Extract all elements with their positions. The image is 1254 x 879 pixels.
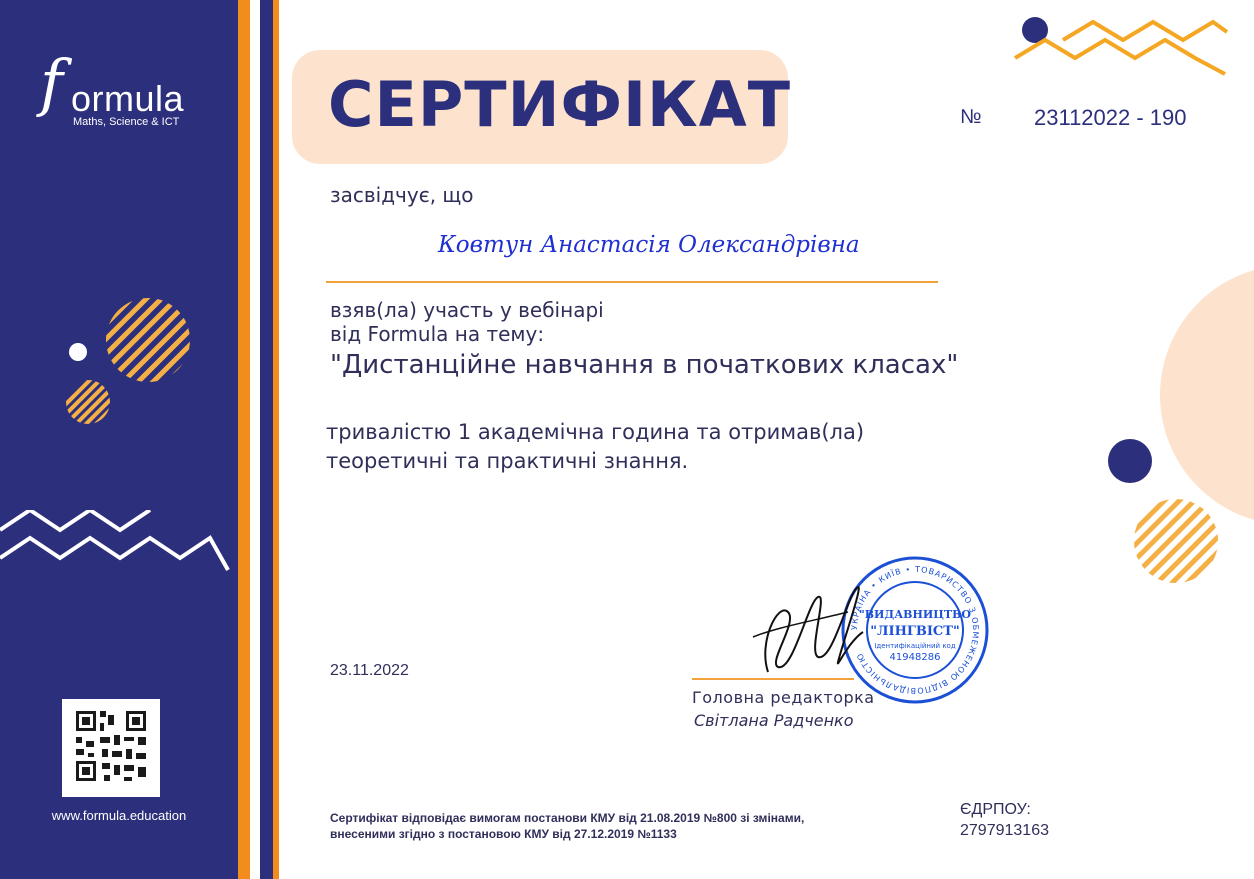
logo-tagline: Maths, Science & ICT (73, 116, 180, 128)
edrpou-label: ЄДРПОУ: (960, 801, 1031, 818)
zigzag-icon (1005, 14, 1230, 80)
duration-line-2: теоретичні та практичні знання. (326, 449, 689, 473)
certificate-title: СЕРТИФІКАТ (328, 68, 791, 141)
participation-line-2: від Formula на тему: (330, 322, 545, 346)
formula-logo (40, 46, 200, 138)
decorative-stripe (250, 0, 260, 879)
issue-date: 23.11.2022 (330, 662, 409, 679)
editor-name: Світлана Радченко (694, 711, 854, 730)
recipient-name: Ковтун Анастасія Олександрівна (438, 232, 860, 258)
stamp-line-3: Ідентифікаційний код (874, 642, 956, 650)
website-link[interactable]: www.formula.education (51, 808, 187, 823)
legal-line-1: Сертифікат відповідає вимогам постанови КМУ від 21.08.2019 №800 зі змінами, (330, 811, 805, 825)
decorative-shapes (1100, 245, 1254, 595)
certificate-number: 23112022 - 190 (1034, 105, 1187, 130)
legal-note (330, 810, 804, 842)
stamp-ring-text: УКРАЇНА • КИЇВ • ТОВАРИСТВО З ОБМЕЖЕНОЮ ВІДПОВІДАЛЬНІСТЮ (849, 564, 981, 696)
striped-circle-icon (60, 290, 200, 430)
participation-line-1: взяв(ла) участь у вебінарі (330, 298, 604, 322)
certifies-text: засвідчує, що (330, 183, 474, 207)
name-underline (326, 281, 938, 283)
stamp-line-1: "ВИДАВНИЦТВО (859, 608, 971, 621)
legal-line-2: внесеними згідно з постановою КМУ від 27.12.2019 №1133 (330, 827, 677, 841)
logo-word: ormula (71, 78, 185, 119)
number-sign: № (960, 106, 982, 128)
decorative-stripe (273, 0, 279, 879)
stamp-line-2: "ЛІНГВІСТ" (870, 624, 960, 639)
dot-icon (1108, 439, 1152, 483)
webinar-topic: "Дистанційне навчання в початкових класах" (330, 350, 959, 380)
edrpou-value: 2797913163 (960, 822, 1049, 839)
zigzag-icon (0, 510, 230, 580)
decorative-stripe (260, 0, 273, 879)
editor-role: Головна редакторка (692, 688, 875, 707)
decorative-stripe (238, 0, 250, 879)
stamp-line-4: 41948286 (889, 652, 941, 663)
duration-line-1: тривалістю 1 академічна година та отримав(ла) (326, 420, 865, 444)
signature-line (692, 678, 854, 680)
qr-code-icon[interactable] (62, 699, 160, 797)
signature-icon (748, 582, 868, 682)
logo-letter: f (40, 46, 63, 119)
